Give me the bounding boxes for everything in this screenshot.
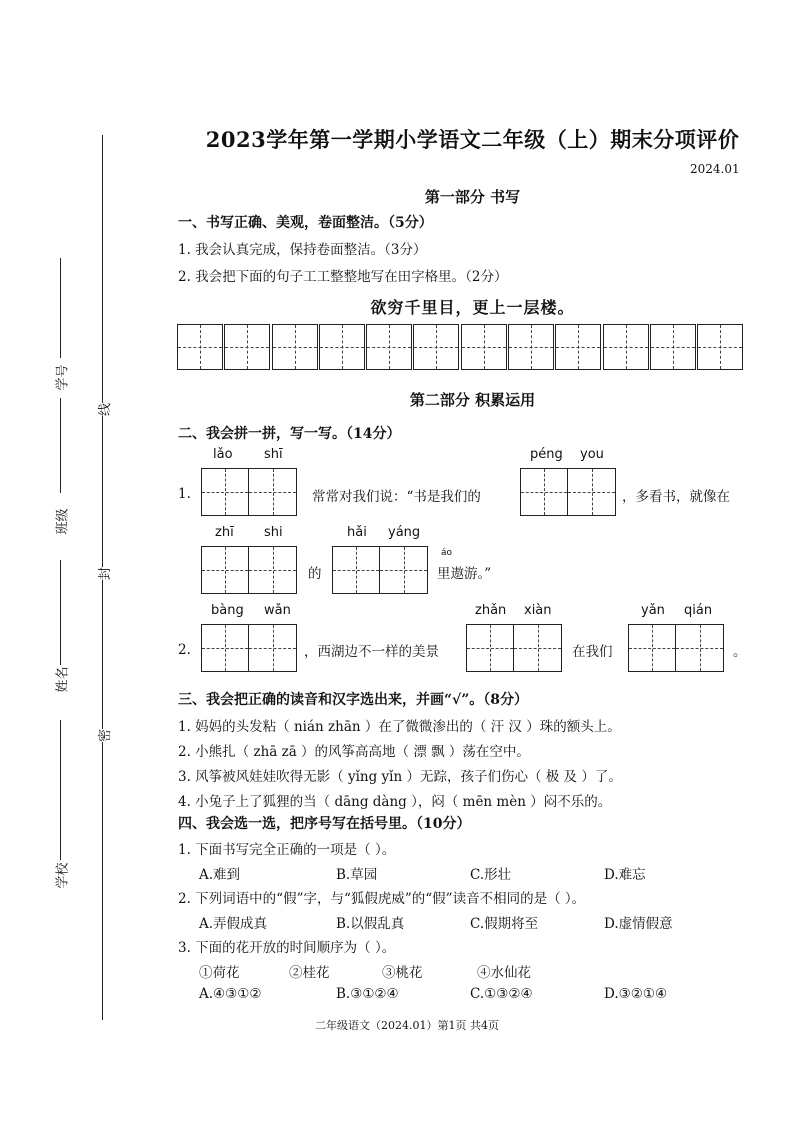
writing-grid-cell[interactable]	[650, 324, 696, 370]
answer-grid-bangwan	[201, 624, 297, 672]
section2-title: 二、我会拼一拼，写一写。（14分）	[178, 426, 401, 442]
section3-item-4: 4. 小兔子上了狐狸的当（ dāng dàng ），闷（ mēn mèn ）闷不乐的。	[178, 794, 612, 810]
writing-grid-cell[interactable]	[461, 324, 507, 370]
s2-q1-text-3: 的	[308, 566, 322, 582]
s4-q1-option-c[interactable]: C.形壮	[470, 867, 512, 883]
s2-q1-text-1: 常常对我们说：“书是我们的	[312, 489, 481, 505]
answer-cell[interactable]	[201, 468, 249, 516]
section3-title: 三、我会把正确的读音和汉字选出来，并画“√”。（8分）	[178, 692, 529, 708]
page-footer: 二年级语文（2024.01）第1页 共4页	[315, 1019, 499, 1032]
answer-cell[interactable]	[628, 624, 676, 672]
s2-q2-text-1: ，西湖边不一样的美景	[304, 644, 439, 660]
s2-q2-text-2: 在我们	[572, 644, 613, 660]
answer-cell[interactable]	[514, 624, 562, 672]
pinyin: shi	[264, 525, 283, 540]
writing-grid-cell[interactable]	[366, 324, 412, 370]
answer-grid-zhanxian	[466, 624, 562, 672]
s4-q3-option-b[interactable]: B.③①②④	[336, 986, 399, 1002]
pinyin: péng	[530, 447, 563, 462]
writing-grid-cell[interactable]	[319, 324, 365, 370]
writing-grid-cell[interactable]	[555, 324, 601, 370]
exam-date: 2024.01	[690, 162, 740, 176]
s4-q1-option-a[interactable]: A.难到	[199, 867, 241, 883]
pinyin: yáng	[388, 525, 421, 540]
pinyin: shī	[264, 447, 283, 462]
answer-cell[interactable]	[249, 546, 297, 594]
section1-item-1: 1. 我会认真完成，保持卷面整洁。（3分）	[178, 242, 427, 258]
answer-cell[interactable]	[201, 624, 249, 672]
section1-title: 一、书写正确、美观，卷面整洁。（5分）	[178, 215, 433, 231]
name-label: 姓名	[55, 666, 71, 693]
answer-cell[interactable]	[201, 546, 249, 594]
pinyin: zhī	[215, 525, 234, 540]
pinyin-ao: áo	[441, 548, 453, 558]
student-no-label: 学号	[55, 364, 71, 391]
section4-title: 四、我会选一选，把序号写在括号里。（10分）	[178, 816, 471, 832]
s2-q2-text-3: 。	[733, 644, 747, 660]
pinyin: hǎi	[347, 525, 367, 540]
seal-char-line: 线	[92, 403, 115, 416]
page-title: 2023学年第一学期小学语文二年级（上）期末分项评价	[205, 127, 740, 152]
s4-q3-option-a[interactable]: A.④③①②	[199, 986, 262, 1002]
answer-cell[interactable]	[676, 624, 724, 672]
writing-grid-cell[interactable]	[413, 324, 459, 370]
writing-grid-cell[interactable]	[224, 324, 270, 370]
section3-item-1: 1. 妈妈的头发粘（ nián zhān ）在了微微渗出的（ 汗 汉 ）珠的额头上。	[178, 719, 621, 735]
s2-q1-number: 1.	[178, 486, 191, 502]
flower-4: ④水仙花	[477, 965, 531, 981]
answer-cell[interactable]	[380, 546, 428, 594]
copy-sentence: 欲穷千里目，更上一层楼。	[370, 298, 575, 317]
pinyin: wǎn	[264, 603, 291, 618]
s4-q3-option-d[interactable]: D.③②①④	[604, 986, 668, 1002]
school-label: 学校	[55, 862, 71, 889]
s4-q2-option-d[interactable]: D.虚情假意	[604, 916, 673, 932]
s2-q2-number: 2.	[178, 642, 191, 658]
flower-2: ②桂花	[289, 965, 330, 981]
answer-cell[interactable]	[249, 624, 297, 672]
s4-q2-option-c[interactable]: C.假期将至	[470, 916, 539, 932]
pinyin: zhǎn	[475, 603, 507, 618]
answer-grid-laoshi	[201, 468, 297, 516]
section3-item-3: 3. 风筝被风娃娃吹得无影（ yǐng yǐn ）无踪，孩子们伤心（ 极 及 ）了。	[178, 769, 622, 785]
answer-cell[interactable]	[466, 624, 514, 672]
part1-heading: 第一部分 书写	[424, 188, 521, 206]
writing-grid-cell[interactable]	[272, 324, 318, 370]
flower-3: ③桃花	[382, 965, 423, 981]
pinyin: xiàn	[524, 603, 552, 618]
pinyin: lǎo	[213, 447, 233, 462]
s4-q1-option-d[interactable]: D.难忘	[604, 867, 646, 883]
class-label: 班级	[55, 508, 71, 535]
pinyin: bàng	[211, 603, 244, 618]
s2-q1-text-4: 里遨游。”	[437, 566, 492, 582]
pinyin: yǎn	[641, 603, 665, 618]
seal-char-seal: 封	[92, 567, 115, 580]
s4-q1: 1. 下面书写完全正确的一项是（ ）。	[178, 842, 396, 858]
answer-cell[interactable]	[568, 468, 616, 516]
part2-heading: 第二部分 积累运用	[409, 391, 536, 409]
pinyin: qián	[684, 603, 713, 618]
section1-item-2: 2. 我会把下面的句子工工整整地写在田字格里。（2分）	[178, 269, 508, 285]
answer-grid-yanqian	[628, 624, 724, 672]
student-no-blank[interactable]	[60, 258, 61, 358]
writing-grid-row	[177, 324, 743, 370]
answer-cell[interactable]	[520, 468, 568, 516]
s4-q3: 3. 下面的花开放的时间顺序为（ ）。	[178, 940, 396, 956]
writing-grid-cell[interactable]	[508, 324, 554, 370]
answer-grid-zhishi	[201, 546, 297, 594]
seal-char-secret: 密	[92, 729, 115, 742]
writing-grid-cell[interactable]	[603, 324, 649, 370]
pinyin: you	[580, 447, 604, 462]
s4-q1-option-b[interactable]: B.草园	[336, 867, 378, 883]
section3-item-2: 2. 小熊扎（ zhā zā ）的风筝高高地（ 漂 飘 ）荡在空中。	[178, 744, 530, 760]
flower-1: ①荷花	[199, 965, 240, 981]
s4-q2-option-b[interactable]: B.以假乱真	[336, 916, 405, 932]
s4-q2: 2. 下列词语中的“假”字，与“狐假虎威”的“假”读音不相同的是（ ）。	[178, 891, 586, 907]
school-blank[interactable]	[60, 720, 61, 860]
writing-grid-cell[interactable]	[697, 324, 743, 370]
s4-q3-option-c[interactable]: C.①③②④	[470, 986, 533, 1002]
answer-cell[interactable]	[332, 546, 380, 594]
class-blank[interactable]	[60, 398, 61, 493]
writing-grid-cell[interactable]	[177, 324, 223, 370]
answer-grid-pengyou	[520, 468, 616, 516]
name-blank[interactable]	[60, 560, 61, 665]
answer-grid-haiyang	[332, 546, 428, 594]
s2-q1-text-2: ，多看书，就像在	[622, 489, 730, 505]
answer-cell[interactable]	[249, 468, 297, 516]
s4-q2-option-a[interactable]: A.弄假成真	[199, 916, 268, 932]
